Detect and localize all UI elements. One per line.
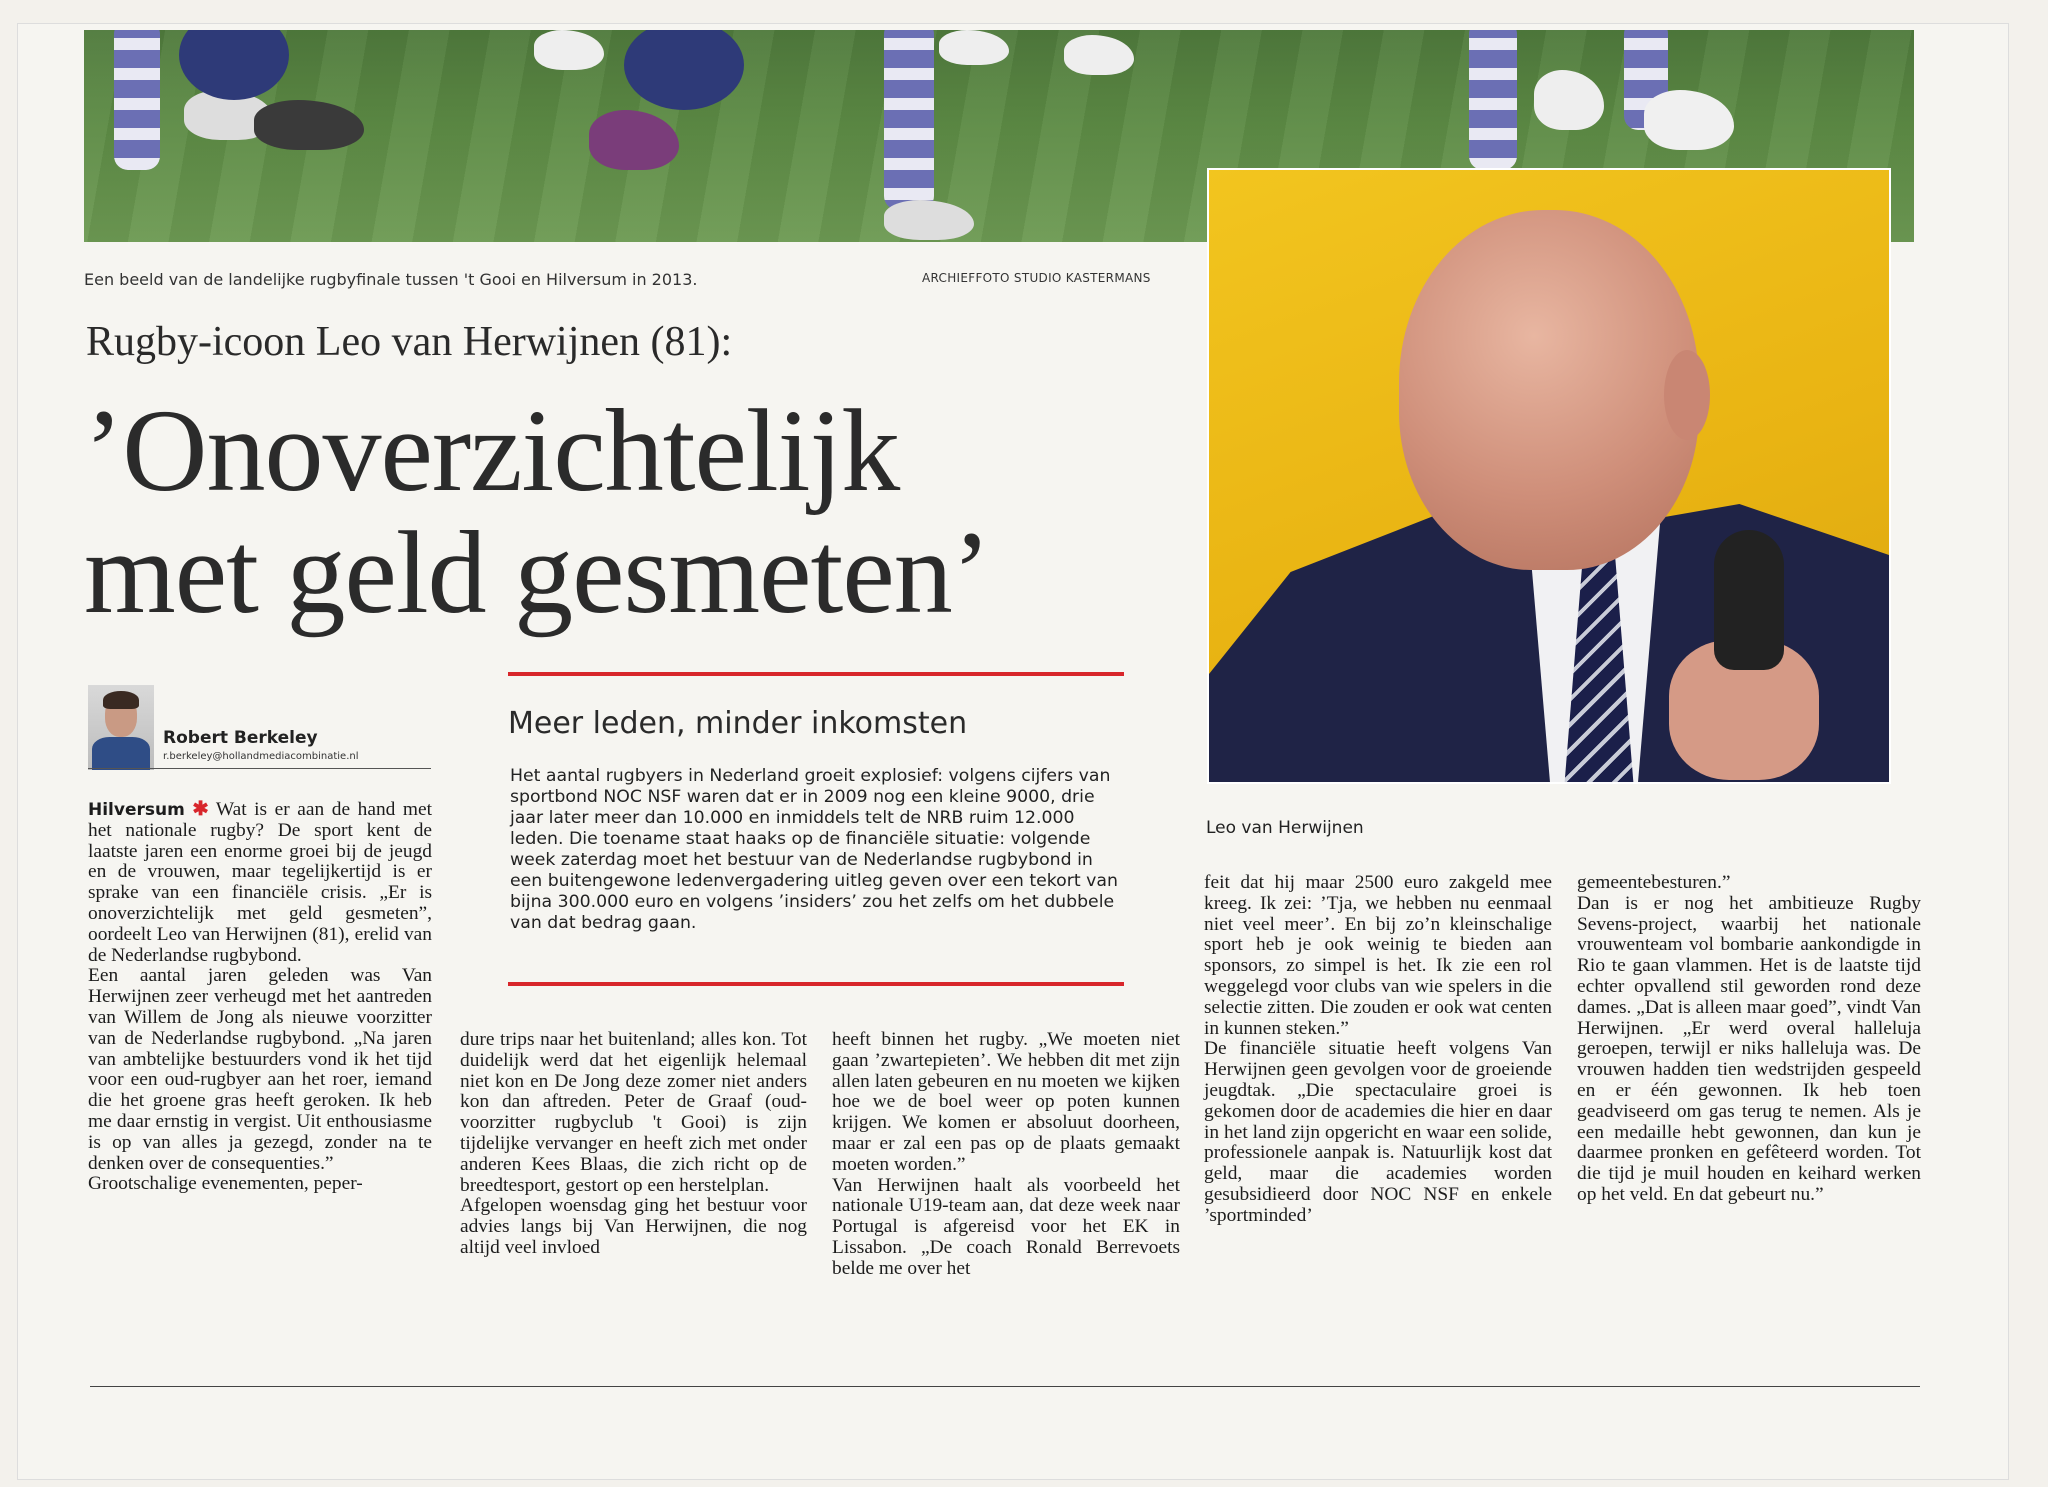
paragraph: feit dat hij maar 2500 euro zakgeld mee kreeg. Ik zei: ’Tja, we hebben nu eenmaal niet veel meer’. En bij zo’n kleinschalige sport heb je ook weinig te bieden aan sponsors, zo simpel is het. Ik zie een rol weggelegd voor clubs van wie spelers in die selectie zitten. Die zouden er ook wat centen in kunnen steken.” bbox=[1204, 872, 1552, 1039]
author-avatar bbox=[88, 685, 154, 770]
box-body bbox=[510, 766, 1122, 934]
paragraph: De financiële situatie heeft volgens Van Herwijnen geen gevolgen voor de groeiende jeugdtak. „Die spectaculaire groei is gekomen door de academies die hier en daar in het land zijn opgericht en waar een solide, professionele aanpak is. Natuurlijk kost dat geld, maar die academies worden gesubsidieerd door NOC NSF en enkele ’sportminded’ bbox=[1204, 1038, 1552, 1226]
paragraph: gemeentebesturen.” bbox=[1577, 872, 1731, 893]
author-name: Robert Berkeley bbox=[163, 728, 318, 748]
dateline: Hilversum bbox=[88, 800, 185, 820]
box-paragraph: Het aantal rugbyers in Nederland groeit explosief: volgens cijfers van sportbond NOC NSF waren dat er in 2009 nog een kleine 9000, drie jaar later meer dan 10.000 en inmiddels telt de NRB ruim 12.000 leden. Die toename staat haaks op de financiële situatie: volgende week zaterdag moet het bestuur van de Nederlandse rugbybond in een buitengewone ledenvergadering uitleg geven over een tekort van bijna 300.000 euro en volgens ’insiders’ zou het zelfs om het dubbele van dat bedrag gaan. bbox=[510, 766, 1118, 933]
star-icon: ✱ bbox=[192, 799, 209, 820]
box-top-rule bbox=[508, 672, 1124, 676]
bottom-divider bbox=[90, 1386, 1920, 1387]
article-column-4 bbox=[1204, 873, 1552, 1227]
paragraph: Grootschalige evenementen, peper- bbox=[88, 1173, 363, 1195]
paragraph: dure trips naar het buitenland; alles kon. Tot duidelijk werd dat het eigenlijk helemaal niet kon en De Jong deze zomer niet anders kon dan aftreden. Peter de Graaf (oud-voorzitter rugbyclub 't Gooi) is zijn tijdelijke vervanger en heeft zich met onder anderen Kees Blaas, die zich richt op de breedtesport, gestort op een herstelplan. bbox=[460, 1029, 807, 1196]
microphone-icon bbox=[1714, 530, 1784, 670]
article-column-1 bbox=[88, 800, 432, 1195]
author-email: r.berkeley@hollandmediacombinatie.nl bbox=[163, 751, 359, 762]
main-headline bbox=[84, 385, 1164, 638]
paragraph: Dan is er nog het ambitieuze Rugby Sevens-project, waarbij het nationale vrouwenteam vol bombarie aankondigde in Rio te gaan vlammen. Het is de laatste tijd echter opvallend stil geworden rond deze dames. „Dat is alleen maar goed”, vindt Van Herwijnen. „Er werd overal halleluja geroepen, terwijl er niks halleluja was. De vrouwen hadden tien wedstrijden gespeeld en er één gewonnen. Ik heb toen geadviseerd om gas terug te nemen. Als je een medaille hebt gewonnen, dan kun je daarmee pronken en gefêteerd worden. Tot die tijd je muil houden en keihard werken op het veld. En dat gebeurt nu.” bbox=[1577, 892, 1921, 1205]
headline-line-2: met geld gesmeten’ bbox=[84, 507, 991, 638]
portrait-caption: Leo van Herwijnen bbox=[1206, 818, 1364, 838]
paragraph: Van Herwijnen haalt als voorbeeld het nationale U19-team aan, dat deze week naar Portugal is afgereisd voor het EK in Lissabon. „De coach Ronald Berrevoets belde me over het bbox=[832, 1174, 1180, 1279]
portrait-photo bbox=[1207, 168, 1891, 784]
article-column-5 bbox=[1577, 873, 1921, 1206]
headline-line-1: ’Onoverzichtelijk bbox=[84, 385, 900, 516]
photo-caption: Een beeld van de landelijke rugbyfinale tussen 't Gooi en Hilversum in 2013. bbox=[84, 270, 698, 289]
box-bottom-rule bbox=[508, 982, 1124, 986]
paragraph: Afgelopen woensdag ging het bestuur voor advies langs bij Van Herwijnen, die nog altijd veel invloed bbox=[460, 1195, 807, 1258]
divider bbox=[88, 768, 431, 769]
article-column-2 bbox=[460, 1030, 807, 1259]
article-column-3 bbox=[832, 1030, 1180, 1280]
paragraph: heeft binnen het rugby. „We moeten niet gaan ’zwartepieten’. We hebben dit met zijn allen laten gebeuren en nu moeten we kijken hoe we de boel weer op poten kunnen krijgen. We komen er absoluut doorheen, maar er zal een pas op de plaats gemaakt moeten worden.” bbox=[832, 1029, 1180, 1175]
box-title: Meer leden, minder inkomsten bbox=[508, 706, 968, 741]
paragraph: Een aantal jaren geleden was Van Herwijnen zeer verheugd met het aantreden van Willem de Jong als nieuwe voorzitter van de Nederlandse rugbybond. „Na jaren van ambtelijke bestuurders vond ik het tijd voor een oud-rugbyer aan het roer, iemand die het groene gras heeft geroken. Ik heb me daar ernstig in vergist. Uit enthousiasme is op van alles ja gezegd, zonder na te denken over de consequenties.” bbox=[88, 965, 432, 1174]
paragraph: Wat is er aan de hand met het nationale rugby? De sport kent de laatste jaren een enorme groei bij de jeugd en de vrouwen, maar tegelijkertijd is er sprake van een financiële crisis. „Er is onoverzichtelijk met geld gesmeten”, oordeelt Leo van Herwijnen (81), erelid van de Nederlandse rugbybond. bbox=[88, 799, 432, 966]
kicker-headline: Rugby-icoon Leo van Herwijnen (81): bbox=[86, 319, 733, 365]
photo-credit: ARCHIEFFOTO STUDIO KASTERMANS bbox=[922, 271, 1151, 285]
